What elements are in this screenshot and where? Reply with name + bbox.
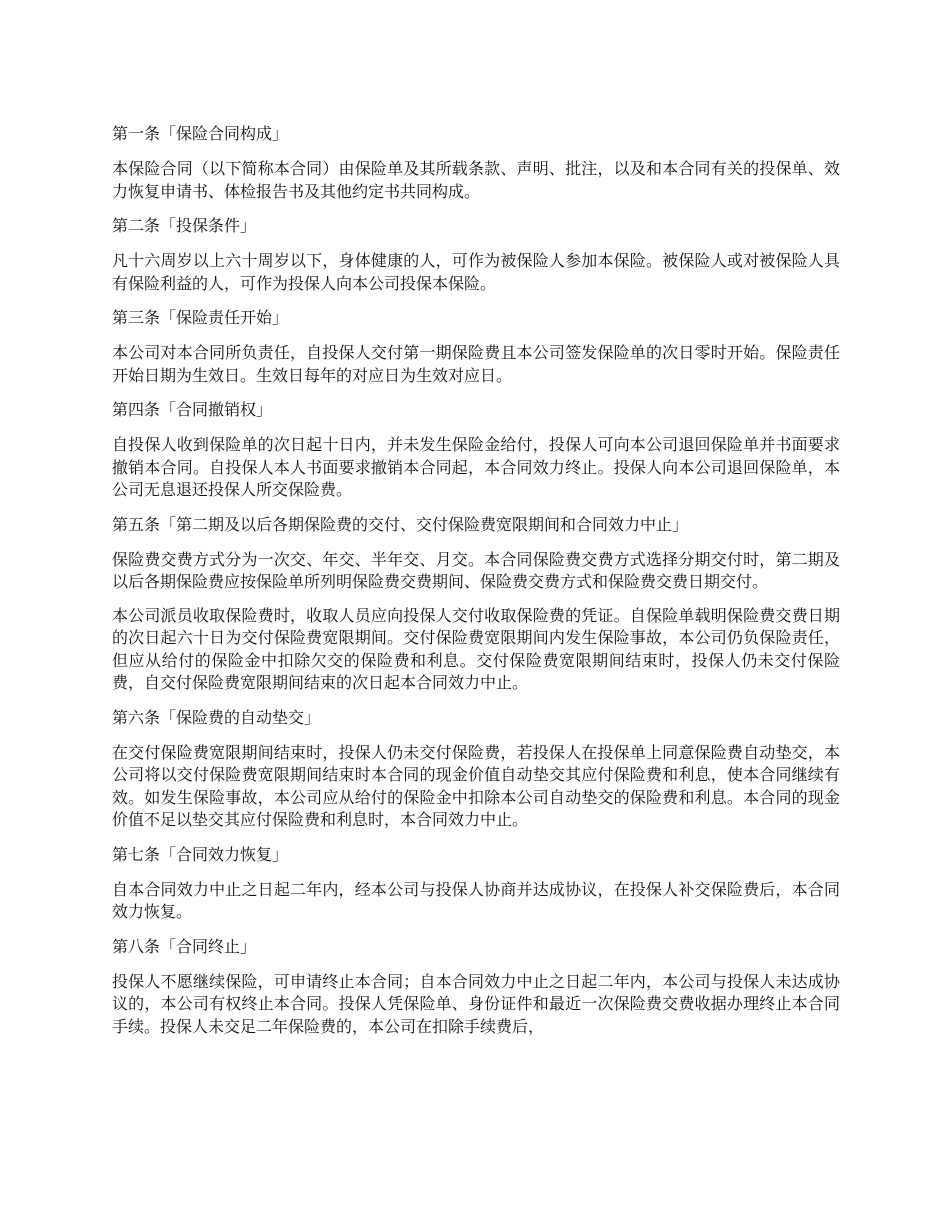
section-paragraph: 本保险合同（以下简称本合同）由保险单及其所载条款、声明、批注，以及和本合同有关的投保单、效力恢复申请书、体检报告书及其他约定书共同构成。	[112, 159, 840, 201]
section-heading: 第六条「保险费的自动垫交」	[112, 707, 321, 727]
section-paragraph: 保险费交费方式分为一次交、年交、半年交、月交。本合同保险费交费方式选择分期交付时，第二期及以后各期保险费应按保险单所列明保险费交费期间、保险费交费方式和保险费交费日期交付。	[112, 549, 840, 591]
section-paragraph: 本公司派员收取保险费时，收取人员应向投保人交付收取保险费的凭证。自保险单载明保险费交费日期的次日起六十日为交付保险费宽限期间。交付保险费宽限期间内发生保险事故，本公司仍负保险责任，但应从给付的保险金中扣除欠交的保险费和利息。交付保险费宽限期间结束时，投保人仍未交付保险费，自交付保险费宽限期间结束的次日起本合同效力中止。	[112, 605, 840, 692]
document-page	[112, 122, 840, 1049]
section-heading: 第七条「合同效力恢复」	[112, 844, 289, 864]
section-heading: 第一条「保险合同构成」	[112, 124, 289, 143]
section-heading: 第四条「合同撤销权」	[112, 400, 273, 419]
section-paragraph: 凡十六周岁以上六十周岁以下，身体健康的人，可作为被保险人参加本保险。被保险人或对被保险人具有保险利益的人，可作为投保人向本公司投保本保险。	[112, 251, 840, 293]
section-heading: 第八条「合同终止」	[112, 936, 257, 956]
section-paragraph: 投保人不愿继续保险，可申请终止本合同；自本合同效力中止之日起二年内，本公司与投保人未达成协议的，本公司有权终止本合同。投保人凭保险单、身份证件和最近一次保险费交费收据办理终止本合同手续。投保人未交足二年保险费的，本公司在扣除手续费后，	[112, 971, 840, 1036]
section-paragraph: 本公司对本合同所负责任，自投保人交付第一期保险费且本公司签发保险单的次日零时开始。保险责任开始日期为生效日。生效日每年的对应日为生效对应日。	[112, 343, 840, 385]
section-heading: 第二条「投保条件」	[112, 216, 257, 235]
section-paragraph: 在交付保险费宽限期间结束时，投保人仍未交付保险费，若投保人在投保单上同意保险费自动垫交，本公司将以交付保险费宽限期间结束时本合同的现金价值自动垫交其应付保险费和利息，使本合同继续有效。如发生保险事故，本公司应从给付的保险金中扣除本公司自动垫交的保险费和利息。本合同的现金价值不足以垫交其应付保险费和利息时，本合同效力中止。	[112, 742, 840, 829]
section-heading: 第五条「第二期及以后各期保险费的交付、交付保险费宽限期间和合同效力中止」	[112, 514, 689, 534]
section-paragraph: 自本合同效力中止之日起二年内，经本公司与投保人协商并达成协议，在投保人补交保险费后，本合同效力恢复。	[112, 879, 840, 921]
section-heading: 第三条「保险责任开始」	[112, 308, 289, 327]
section-paragraph: 自投保人收到保险单的次日起十日内，并未发生保险金给付，投保人可向本公司退回保险单并书面要求撤销本合同。自投保人本人书面要求撤销本合同起，本合同效力终止。投保人向本公司退回保险单，本公司无息退还投保人所交保险费。	[112, 435, 840, 499]
